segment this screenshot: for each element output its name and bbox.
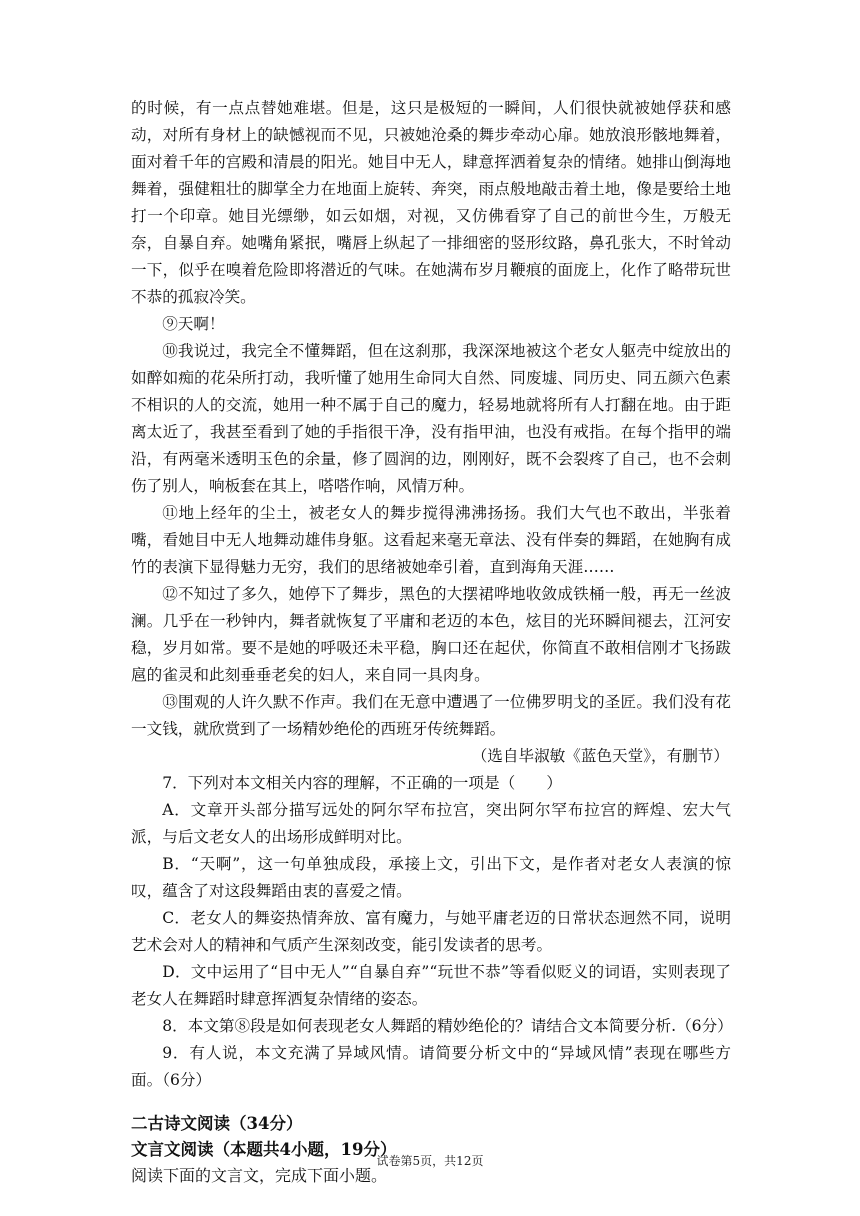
question-7-option-d: D．文中运用了“目中无人”“自暴自弃”“玩世不恭”等看似贬义的词语，实则表现了老女人在舞蹈时肆意挥洒复杂情绪的姿态。 (131, 963, 731, 1008)
passage-paragraph-10: ⑩我说过，我完全不懂舞蹈，但在这刹那，我深深地被这个老女人躯壳中绽放出的如醉如痴的花朵所打动，我听懂了她用生命同大自然、同废墟、同历史、同五颜六色素不相识的人的交流，她用一种不属于自己的魔力，轻易地就将所有人打翻在地。由于距离太近了，我甚至看到了她的手指很干净，没有指甲油，也没有戒指。在每个指甲的端沿，有两毫米透明玉色的余量，修了圆润的边，刚刚好，既不会裂疼了自己，也不会刺伤了别人，响板套在其上，嗒嗒作响，风情万种。 (131, 342, 731, 495)
question-8: 8．本文第⑧段是如何表现老女人舞蹈的精妙绝伦的？请结合文本简要分析.（6分） (162, 1017, 733, 1035)
question-7-option-b: B．“天啊”，这一句单独成段，承接上文，引出下文，是作者对老女人表演的惊叹，蕴含了对这段舞蹈由衷的喜爱之情。 (131, 855, 731, 900)
passage-paragraph-8-continued: 的时候，有一点点替她难堪。但是，这只是极短的一瞬间，人们很快就被她俘获和感动，对所有身材上的缺憾视而不见，只被她沧桑的舞步牵动心扉。她放浪形骸地舞着，面对着千年的宫殿和清晨的阳光。她目中无人，肆意挥洒着复杂的情绪。她排山倒海地舞着，强健粗壮的脚掌全力在地面上旋转、奔突，雨点般地敲击着土地，像是要给土地打一个印章。她目光缥缈，如云如烟，对视，又仿佛看穿了自己的前世今生，万般无奈，自暴自弃。她嘴角紧抿，嘴唇上纵起了一排细密的竖形纹路，鼻孔张大，不时耸动一下，似乎在嗅着危险即将潜近的气味。在她满布岁月鞭痕的面庞上，化作了略带玩世不恭的孤寂冷笑。 (131, 99, 731, 306)
page-content (131, 95, 731, 1189)
question-9: 9．有人说，本文充满了异域风情。请简要分析文中的“异域风情”表现在哪些方面。（6分） (131, 1044, 731, 1089)
passage-paragraph-13: ⑬围观的人许久默不作声。我们在无意中遭遇了一位佛罗明戈的圣匠。我们没有花一文钱，就欣赏到了一场精妙绝伦的西班牙传统舞蹈。 (131, 693, 731, 738)
section-subtitle: 文言文阅读（本题共4小题，19分） (131, 1140, 397, 1159)
passage-source: （选自毕淑敏《蓝色天堂》，有删节） (471, 747, 729, 765)
page-footer: 试卷第5页，共12页 (376, 1154, 484, 1168)
passage-paragraph-12: ⑫不知过了多久，她停下了舞步，黑色的大摆裙哗地收敛成铁桶一般，再无一丝波澜。几乎在一秒钟内，舞者就恢复了平庸和老迈的本色，炫目的光环瞬间褪去，江河安稳，岁月如常。要不是她的呼吸还未平稳，胸口还在起伏，你简直不敢相信刚才飞扬跋扈的雀灵和此刻垂垂老矣的妇人，来自同一具肉身。 (131, 585, 731, 684)
passage-paragraph-9: ⑨天啊！ (162, 315, 225, 333)
section-title: 二古诗文阅读（34分） (131, 1114, 303, 1133)
passage-paragraph-11: ⑪地上经年的尘土，被老女人的舞步搅得沸沸扬扬。我们大气也不敢出，半张着嘴，看她目中无人地舞动雄伟身躯。这看起来毫无章法、没有伴奏的舞蹈，在她胸有成竹的表演下显得魅力无穷，我们的思绪被她牵引着，直到海角天涯…… (131, 504, 731, 576)
section-instruction: 阅读下面的文言文，完成下面小题。 (131, 1166, 388, 1185)
section-2 (131, 1111, 731, 1189)
question-7-option-c: C．老女人的舞姿热情奔放、富有魔力，与她平庸老迈的日常状态迥然不同，说明艺术会对人的精神和气质产生深刻改变，能引发读者的思考。 (131, 909, 731, 954)
question-7: 7．下列对本文相关内容的理解，不正确的一项是（ ） (162, 774, 562, 792)
question-7-option-a: A．文章开头部分描写远处的阿尔罕布拉宫，突出阿尔罕布拉宫的辉煌、宏大气派，与后文老女人的出场形成鲜明对比。 (131, 801, 731, 846)
